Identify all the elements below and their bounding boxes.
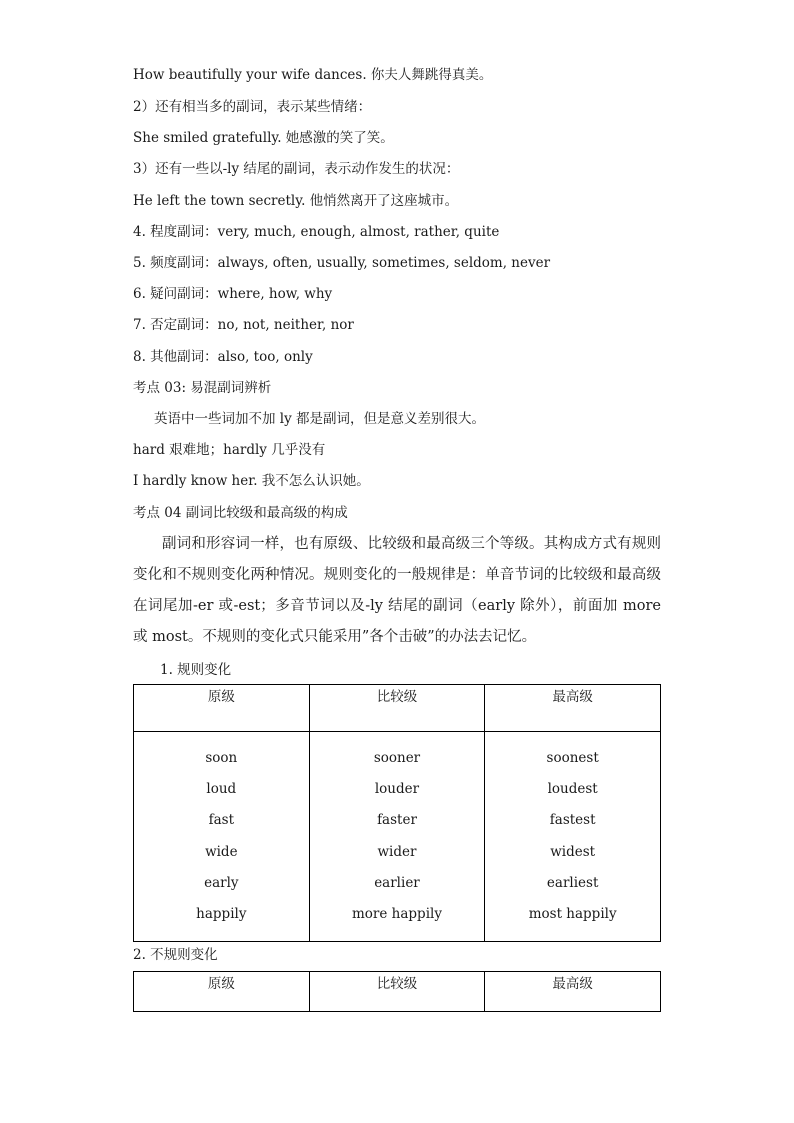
superlative-column <box>485 732 661 942</box>
header-superlative: 最高级 <box>485 685 661 732</box>
rule-line-emotion: 2）还有相当多的副词，表示某些情绪： <box>133 99 372 115</box>
example-line-hardly: I hardly know her. 我不怎么认识她。 <box>133 473 370 489</box>
table-cell: widest <box>550 843 596 860</box>
example-line-smiled: She smiled gratefully. 她感激的笑了笑。 <box>133 130 394 146</box>
table-cell: happily <box>196 905 247 922</box>
comparative-column <box>309 732 485 942</box>
table-cell: wider <box>377 843 417 860</box>
table1-caption: 1. 规则变化 <box>160 662 232 678</box>
table-header-row <box>134 685 661 732</box>
header-positive: 原级 <box>134 972 310 1012</box>
body-paragraph: 副词和形容词一样，也有原级、比较级和最高级三个等级。其构成方式有规则变化和不规则变化两种情况。规则变化的一般规律是：单音节词的比较级和最高级在词尾加-er 或-est；多音节词以及-ly 结尾的副词（early 除外），前面加 more 或 most。不规则的变化式只能采用”各个击破”的办法去记忆。 <box>133 536 661 645</box>
header-positive: 原级 <box>134 685 310 732</box>
table-cell: earliest <box>546 874 599 891</box>
table-cell: faster <box>377 812 417 829</box>
table-cell: most happily <box>528 905 617 922</box>
list-item-degree-adverbs: 4. 程度副词：very, much, enough, almost, rather, quite <box>133 224 500 240</box>
table-cell: sooner <box>373 750 421 766</box>
hard-hardly-line: hard 艰难地；hardly 几乎没有 <box>133 442 326 458</box>
table-header-row <box>134 972 661 1012</box>
table-cell: earlier <box>374 874 420 891</box>
table-cell: early <box>204 874 239 891</box>
header-comparative: 比较级 <box>309 685 485 732</box>
list-item-negative-adverbs: 7. 否定副词：no, not, neither, nor <box>133 317 354 333</box>
regular-comparison-table <box>133 684 661 942</box>
header-comparative: 比较级 <box>309 972 485 1012</box>
list-item-other-adverbs: 8. 其他副词：also, too, only <box>133 349 313 365</box>
example-line-left-town: He left the town secretly. 他悄然离开了这座城市。 <box>133 193 459 209</box>
table2-caption: 2. 不规则变化 <box>133 947 218 963</box>
list-item-interrogative-adverbs: 6. 疑问副词：where, how, why <box>133 286 333 302</box>
example-line-dances: How beautifully your wife dances. 你夫人舞跳得真美。 <box>133 67 493 83</box>
table-cell: more happily <box>352 905 442 922</box>
section-heading-03: 考点 03: 易混副词辨析 <box>133 380 272 396</box>
table-cell: loudest <box>547 781 598 798</box>
header-superlative: 最高级 <box>485 972 661 1012</box>
rule-line-ly-manner: 3）还有一些以-ly 结尾的副词，表示动作发生的状况： <box>133 161 460 177</box>
positive-column <box>134 732 310 942</box>
section-heading-04: 考点 04 副词比较级和最高级的构成 <box>133 505 348 521</box>
table-cell: fastest <box>549 812 596 829</box>
table-cell: wide <box>205 843 238 860</box>
table-cell: louder <box>374 781 420 798</box>
table-body-row <box>134 732 661 942</box>
table-cell: fast <box>208 812 235 829</box>
table-cell: soonest <box>546 750 599 766</box>
table-cell: soon <box>205 750 238 766</box>
list-item-frequency-adverbs: 5. 频度副词：always, often, usually, sometimes, seldom, never <box>133 255 551 271</box>
table-cell: loud <box>206 781 237 798</box>
irregular-comparison-table <box>133 971 661 1012</box>
indented-note: 英语中一些词加不加 ly 都是副词，但是意义差别很大。 <box>154 411 486 427</box>
